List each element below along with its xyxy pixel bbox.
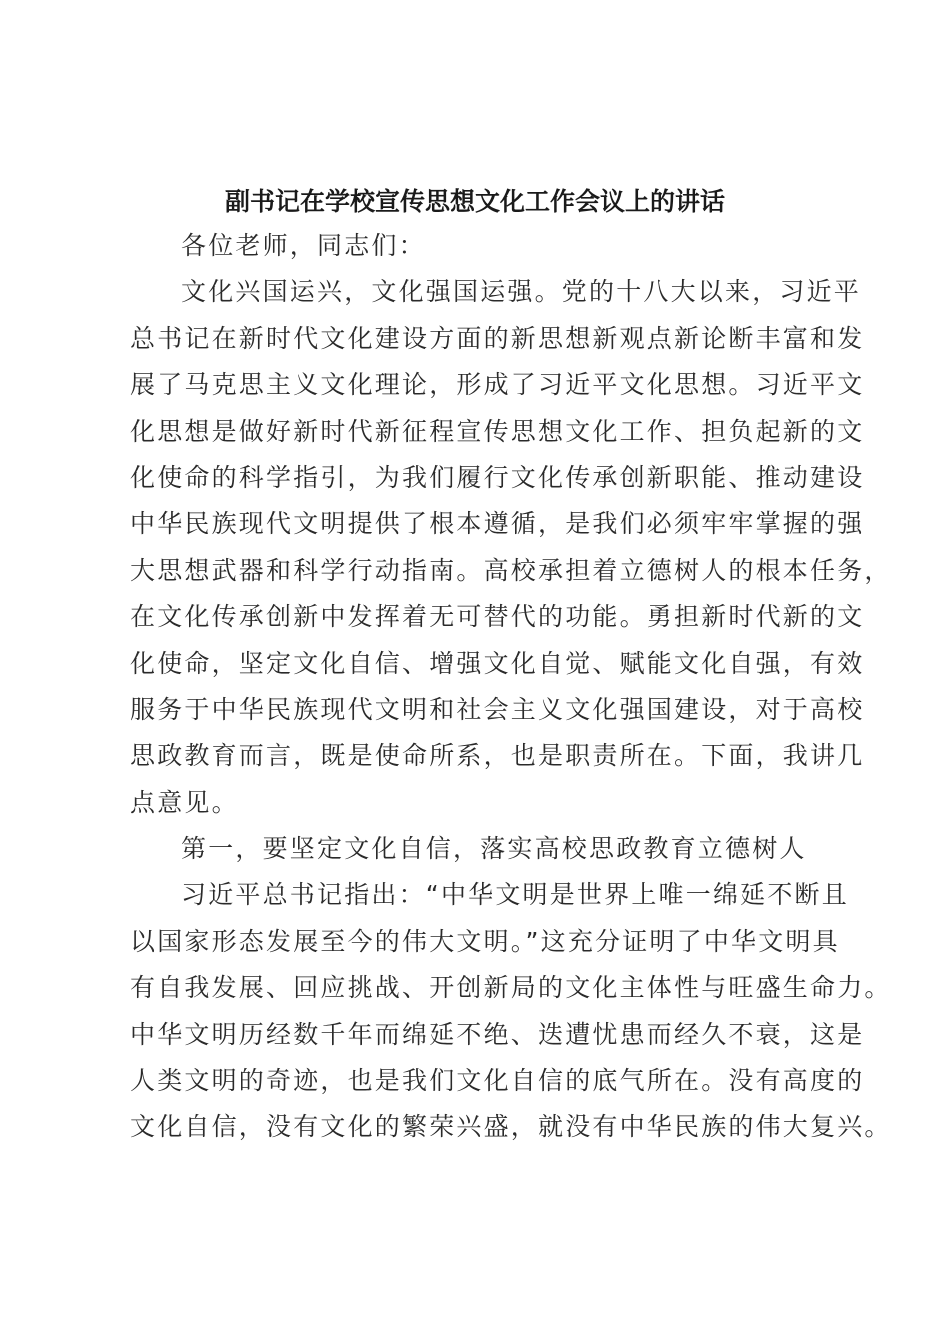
paragraph-line: 服务于中华民族现代文明和社会主义文化强国建设，对于高校 — [130, 694, 865, 724]
paragraph-1 — [130, 269, 892, 826]
paragraph-line: 大思想武器和科学行动指南。高校承担着立德树人的根本任务， — [130, 555, 892, 585]
paragraph-line: 中华民族现代文明提供了根本遵循，是我们必须牢牢掌握的强 — [130, 509, 865, 539]
document-title: 副书记在学校宣传思想文化工作会议上的讲话 — [224, 187, 725, 216]
paragraph-line: 思政教育而言，既是使命所系，也是职责所在。下面，我讲几 — [130, 741, 865, 771]
paragraph-line: 在文化传承创新中发挥着无可替代的功能。勇担新时代新的文 — [130, 602, 865, 632]
paragraph-line: 中华文明历经数千年而绵延不绝、迭遭忧患而经久不衰，这是 — [130, 1019, 865, 1049]
greeting-line: 各位老师，同志们： — [181, 231, 426, 260]
paragraph-line: 化思想是做好新时代新征程宣传思想文化工作、担负起新的文 — [130, 416, 865, 446]
document-body — [130, 223, 892, 1151]
paragraph-line: 点意见。 — [130, 787, 239, 817]
paragraph-line: 文化兴国运兴，文化强国运强。党的十八大以来，习近平 — [181, 277, 862, 307]
paragraph-line: 展了马克思主义文化理论，形成了习近平文化思想。习近平文 — [130, 370, 865, 400]
paragraph-line: 总书记在新时代文化建设方面的新思想新观点新论断丰富和发 — [130, 323, 865, 353]
paragraph-line: 有自我发展、回应挑战、开创新局的文化主体性与旺盛生命力。 — [130, 973, 892, 1003]
paragraph-line: 以国家形态发展至今的伟大文明。”这充分证明了中华文明具 — [130, 926, 840, 956]
paragraph-line: 习近平总书记指出：“中华文明是世界上唯一绵延不断且 — [181, 880, 849, 910]
paragraph-line: 化使命的科学指引，为我们履行文化传承创新职能、推动建设 — [130, 462, 865, 492]
section-heading: 第一，要坚定文化自信，落实高校思政教育立德树人 — [181, 834, 807, 864]
paragraph-line: 化使命，坚定文化自信、增强文化自觉、赋能文化自强，有效 — [130, 648, 865, 678]
paragraph-line: 人类文明的奇迹，也是我们文化自信的底气所在。没有高度的 — [130, 1066, 865, 1096]
paragraph-line: 文化自信，没有文化的繁荣兴盛，就没有中华民族的伟大复兴。 — [130, 1112, 892, 1142]
paragraph-2 — [130, 872, 892, 1150]
